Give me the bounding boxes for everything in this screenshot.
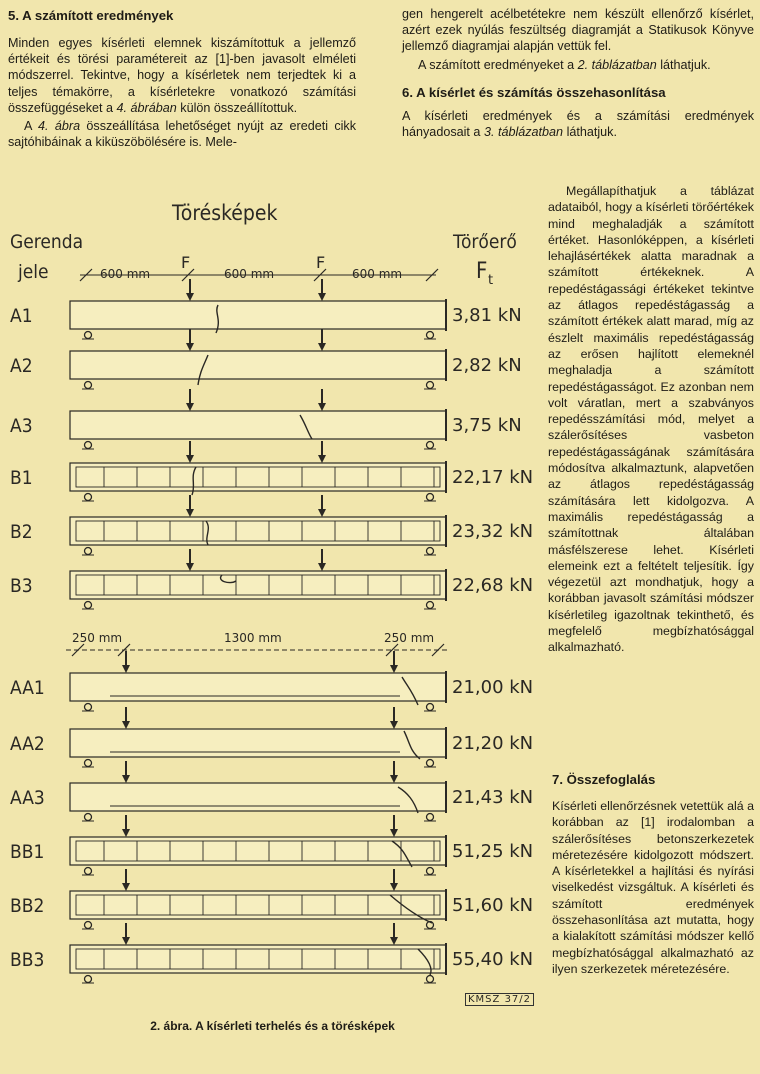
beam-a1-load-arrow-right-head <box>318 293 326 301</box>
beam-aa2-breaking-force: 21,20 kN <box>452 733 534 754</box>
beam-aa1-load-arrow-left-head <box>122 665 130 673</box>
beam-b1-load-arrow-left-head <box>186 455 194 463</box>
beam-bb1-load-arrow-left-head <box>122 829 130 837</box>
beam-bb2-label: BB2 <box>10 895 45 917</box>
beam-a3-load-arrow-left-head <box>186 403 194 411</box>
beam-bb1-support-left <box>85 868 92 875</box>
beam-b3-load-arrow-left-head <box>186 563 194 571</box>
table-reference: 3. táblázatban <box>483 125 564 140</box>
dimension-label: 600 mm <box>100 267 151 281</box>
force-subscript: t <box>488 273 494 288</box>
table-reference: 2. táblázatban <box>577 57 657 72</box>
dimension-label: 600 mm <box>352 267 403 281</box>
section-6-heading: 6. A kísérlet és számítás összehasonlítása <box>402 84 666 100</box>
beam-aa3-support-right <box>427 814 434 821</box>
beam-a2-label: A2 <box>10 355 33 377</box>
beam-bb1-load-arrow-right-head <box>390 829 398 837</box>
beam-aa2-load-arrow-left-head <box>122 721 130 729</box>
right-column <box>402 6 754 140</box>
figure-code: KMSZ 37/2 <box>465 993 534 1006</box>
beam-aa2-support-left <box>85 760 92 767</box>
beam-b1-support-left <box>85 494 92 501</box>
paragraph-text: Megállapíthatjuk a táblázat adataiból, hogy a kísérleti törőértékek mind meghaladják a számított értéket. Hasonlóképpen, a kísérleti lehajlásértékek alatta maradnak a számított értékeknek. A repedéstágassági értékeket tekintve az átlagos repedéstágasság a számított értékek alatt marad, míg az észlelt maximális repedéstágasság az erősen hajlított elemeknél meghaladja a számított repedéstágasságot. Ez azonban nem volt váratlan, mert a szabványos repedésszámítási mód, melyet a szálerősítéses vasbeton repedéstágasságának számítására módosítva alkalmaztunk, alapvetően az átlagos repedéstágasság számítására lett kidolgozva. A maximális repedéstágasság a számítottnak általában másfélszerese lehet. Kísérleti elemeink ezt a feltételt teljesítik. Így végezetül azt mondhatjuk, hogy a korábban javasolt számítási módszer kísérletileg igazoltnak tekinthető, és megfelelő megbízhatósággal alkalmazható. <box>548 184 754 655</box>
section-6-paragraph-2 <box>548 183 754 656</box>
beam-a1-breaking-force: 3,81 kN <box>452 305 522 326</box>
beam-bb3-load-arrow-right-head <box>390 937 398 945</box>
beam-a3-breaking-force: 3,75 kN <box>452 415 522 436</box>
beam-b3-support-left <box>85 602 92 609</box>
beam-aa3-support-left <box>85 814 92 821</box>
force-symbol-label: F <box>476 259 488 284</box>
beam-a3-support-right <box>427 442 434 449</box>
beam-aa3-body <box>70 783 446 811</box>
beam-aa3-load-arrow-right-head <box>390 775 398 783</box>
results-paragraph <box>402 57 754 73</box>
figure-caption: 2. ábra. A kísérleti terhelés és a törésképek <box>150 1019 395 1033</box>
beam-a1-support-left <box>85 332 92 339</box>
paragraph-text: összeállítása lehetőséget nyújt az eredeti cikk sajtóhibáinak a kiküszöbölésére is. Mele- <box>8 119 357 150</box>
beam-bb3-label: BB3 <box>10 949 45 971</box>
beam-bb3-load-arrow-left-head <box>122 937 130 945</box>
dimension-label: 1300 mm <box>224 631 282 645</box>
beam-aa1-support-right <box>427 704 434 711</box>
beam-b1-label: B1 <box>10 467 33 489</box>
paragraph-text: A kísérleti eredmények és a számítási eredmények hányadosait a <box>402 108 754 140</box>
paragraph-text: Minden egyes kísérleti elemnek kiszámítottuk a jellemző értékeit és törési paramétereit az [1]-ben javasolt elméleti módszerrel. Tekintve, hogy a kísérletek nem terjedtek ki a teljes témakörre, a kísérletekre vonatkozó számítási összefüggéseket a <box>8 36 356 115</box>
paragraph-text: láthatjuk. <box>660 57 711 72</box>
beam-aa2-load-arrow-right-head <box>390 721 398 729</box>
beam-a2-load-arrow-right-head <box>318 343 326 351</box>
beam-bb2-support-left <box>85 922 92 929</box>
section-5-paragraph-1 <box>8 35 356 116</box>
beam-aa2-label: AA2 <box>10 733 45 755</box>
figure-reference: 4. ábrában <box>116 100 177 115</box>
beam-bb1-label: BB1 <box>10 841 45 863</box>
beam-aa1-load-arrow-right-head <box>390 665 398 673</box>
beam-b2-breaking-force: 23,32 kN <box>452 521 534 542</box>
beam-a3-support-left <box>85 442 92 449</box>
beam-b2-load-arrow-right-head <box>318 509 326 517</box>
load-symbol: F <box>181 253 191 272</box>
figure-fracture-patterns <box>0 195 545 1025</box>
beam-b3-label: B3 <box>10 575 33 597</box>
beam-aa1-label: AA1 <box>10 677 45 699</box>
beam-aa1-breaking-force: 21,00 kN <box>452 677 534 698</box>
beam-b1-load-arrow-right-head <box>318 455 326 463</box>
beam-aa1-body <box>70 673 446 701</box>
beam-a3-label: A3 <box>10 415 33 437</box>
beam-a1-load-arrow-left-head <box>186 293 194 301</box>
beam-b3-load-arrow-right-head <box>318 563 326 571</box>
section-7-paragraph: Kísérleti ellenőrzésnek vetettük alá a korábban az [1] irodalomban a szálerősítéses betonszerkezetek méretezésére kidolgozott módszert. A kísérletekkel a hajlítási és nyírási viselkedést vizsgáltuk. A kísérleti és számított eredmények összehasonlítása azt mutatta, hogy a kialakított számítási módszer kellő megbízhatósággal alkalmazható az ilyen szerkezetek méretezésére. <box>552 799 754 976</box>
left-column <box>8 8 356 150</box>
beam-bb3-breaking-force: 55,40 kN <box>452 949 534 970</box>
beam-bb3-support-right <box>427 976 434 983</box>
beam-a1-label: A1 <box>10 305 33 327</box>
column-header-breaking-force: Törőerő <box>453 231 517 253</box>
beam-bb1-support-right <box>427 868 434 875</box>
beam-a2-breaking-force: 2,82 kN <box>452 355 522 376</box>
beam-aa2-body <box>70 729 446 757</box>
column-header-beam: Gerenda <box>10 231 84 253</box>
section-5-paragraph-2 <box>8 118 356 150</box>
beam-bb1-breaking-force: 51,25 kN <box>452 841 534 862</box>
beam-b3-breaking-force: 22,68 kN <box>452 575 534 596</box>
beam-aa3-breaking-force: 21,43 kN <box>452 787 534 808</box>
beam-b3-support-right <box>427 602 434 609</box>
beam-a3-load-arrow-right-head <box>318 403 326 411</box>
beam-b1-support-right <box>427 494 434 501</box>
load-symbol: F <box>316 253 326 272</box>
beam-aa1-support-left <box>85 704 92 711</box>
paragraph-text: külön összeállítottuk. <box>180 100 298 115</box>
section-5-heading: 5. A számított eredmények <box>8 8 174 23</box>
beam-b2-label: B2 <box>10 521 33 543</box>
beam-bb3-support-left <box>85 976 92 983</box>
dimension-label: 600 mm <box>224 267 275 281</box>
paragraph-text: láthatjuk. <box>566 125 617 140</box>
beam-bb2-load-arrow-left-head <box>122 883 130 891</box>
beam-aa3-load-arrow-left-head <box>122 775 130 783</box>
beam-b2-support-left <box>85 548 92 555</box>
paragraph-text: A <box>24 119 32 134</box>
beam-a1-body <box>70 301 446 329</box>
beam-aa3-label: AA3 <box>10 787 45 809</box>
figure-title: Törésképek <box>172 201 278 225</box>
beam-b2-load-arrow-left-head <box>186 509 194 517</box>
beam-a2-body <box>70 351 446 379</box>
beam-b2-support-right <box>427 548 434 555</box>
beam-aa2-support-right <box>427 760 434 767</box>
column-header-beam-id: jele <box>18 261 49 283</box>
section-7-heading: 7. Összefoglalás <box>552 772 656 787</box>
beam-a2-load-arrow-left-head <box>186 343 194 351</box>
dimension-label: 250 mm <box>72 631 123 645</box>
section-7 <box>552 772 754 977</box>
beam-a1-support-right <box>427 332 434 339</box>
dimension-tick <box>118 644 130 656</box>
continued-paragraph: gen hengerelt acélbetétekre nem készült ellenőrző kísérlet, azért ezek nyúlás feszültség diagramját a Statikusok Könyve jellemző diagramjai alapján vettük fel. <box>402 7 754 54</box>
beam-a2-support-left <box>85 382 92 389</box>
beam-b1-breaking-force: 22,17 kN <box>452 467 534 488</box>
beam-bb2-breaking-force: 51,60 kN <box>452 895 534 916</box>
beam-a3-body <box>70 411 446 439</box>
figure-reference: 4. ábra <box>38 119 81 134</box>
beam-a2-support-right <box>427 382 434 389</box>
section-6-paragraph-1 <box>402 108 754 140</box>
dimension-label: 250 mm <box>384 631 435 645</box>
paragraph-text: A számított eredményeket a <box>418 57 575 72</box>
beam-bb2-load-arrow-right-head <box>390 883 398 891</box>
